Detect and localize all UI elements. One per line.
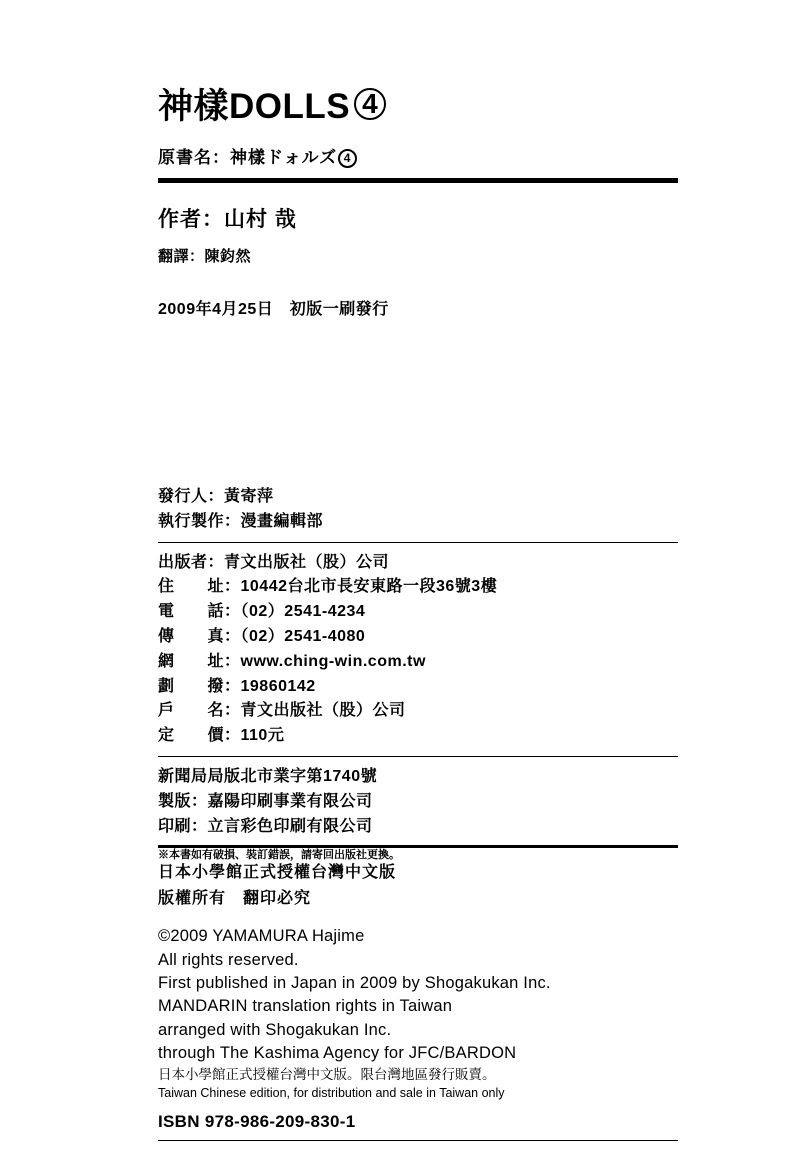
author-line: 作者：山村 哉 xyxy=(158,207,297,231)
staff-line: 發行人：黃寄萍 xyxy=(158,488,274,505)
publisher-line: 住 址：10442台北市長安東路一段36號3樓 xyxy=(158,578,498,596)
registration-group xyxy=(158,765,678,839)
publication-date: 2009年4月25日 初版一刷發行 xyxy=(158,300,389,318)
registration-line: 製版：嘉陽印刷事業有限公司 xyxy=(158,792,373,810)
staff-line: 執行製作：漫畫編輯部 xyxy=(158,512,324,530)
publisher-line: 出版者：青文出版社（股）公司 xyxy=(158,553,390,571)
copyright-line: through The Kashima Agency for JFC/BARDON xyxy=(158,1044,517,1063)
damage-note: ※本書如有破損、裝訂錯誤，請寄回出版社更換。 xyxy=(158,849,400,862)
copyright-line: ©2009 YAMAMURA Hajime xyxy=(158,927,365,946)
book-volume-number: 4 xyxy=(354,88,386,120)
publisher-line: 戶 名：青文出版社（股）公司 xyxy=(158,702,406,720)
publisher-line: 劃 撥：19860142 xyxy=(158,677,316,695)
distribution-note-latin: Taiwan Chinese edition, for distribution and sale in Taiwan only xyxy=(158,1085,505,1100)
publisher-group xyxy=(158,551,678,749)
isbn-line: ISBN 978-986-209-830-1 xyxy=(158,1112,356,1132)
original-title-volume: 4 xyxy=(338,149,357,168)
book-title-row xyxy=(158,88,678,127)
license-line: 日本小學館正式授權台灣中文版 xyxy=(158,864,397,881)
copyright-block xyxy=(158,845,678,1141)
translator-line: 翻譯：陳鈞然 xyxy=(158,247,252,265)
imprint-block xyxy=(158,485,678,862)
publisher-line: 傳 真：（02）2541-4080 xyxy=(158,627,366,645)
staff-group xyxy=(158,485,678,535)
copyright-divider xyxy=(158,845,678,848)
publisher-line: 電 話：（02）2541-4234 xyxy=(158,603,366,621)
original-title-label: 原書名：神樣ドォルズ xyxy=(158,147,338,167)
publisher-line: 網 址：www.ching-win.com.tw xyxy=(158,652,426,670)
copyright-line: MANDARIN translation rights in Taiwan xyxy=(158,997,453,1016)
copyright-line: All rights reserved. xyxy=(158,950,299,969)
copyright-line: First published in Japan in 2009 by Shogakukan Inc. xyxy=(158,974,551,993)
original-title-row xyxy=(158,143,678,168)
imprint-divider-2 xyxy=(158,756,678,757)
license-line: 版權所有 翻印必究 xyxy=(158,889,312,907)
registration-line: 新聞局局版北市業字第1740號 xyxy=(158,767,378,785)
book-title: 神樣DOLLS xyxy=(158,87,351,126)
distribution-note-cjk: 日本小學館正式授權台灣中文版。限台灣地區發行販賣。 xyxy=(158,1066,496,1082)
imprint-divider-1 xyxy=(158,542,678,543)
title-divider-thin xyxy=(158,182,678,183)
isbn-divider xyxy=(158,1140,678,1141)
registration-line: 印刷：立言彩色印刷有限公司 xyxy=(158,817,373,835)
copyright-line: arranged with Shogakukan Inc. xyxy=(158,1020,392,1039)
title-block xyxy=(158,88,678,319)
publisher-line: 定 價：110元 xyxy=(158,727,285,745)
